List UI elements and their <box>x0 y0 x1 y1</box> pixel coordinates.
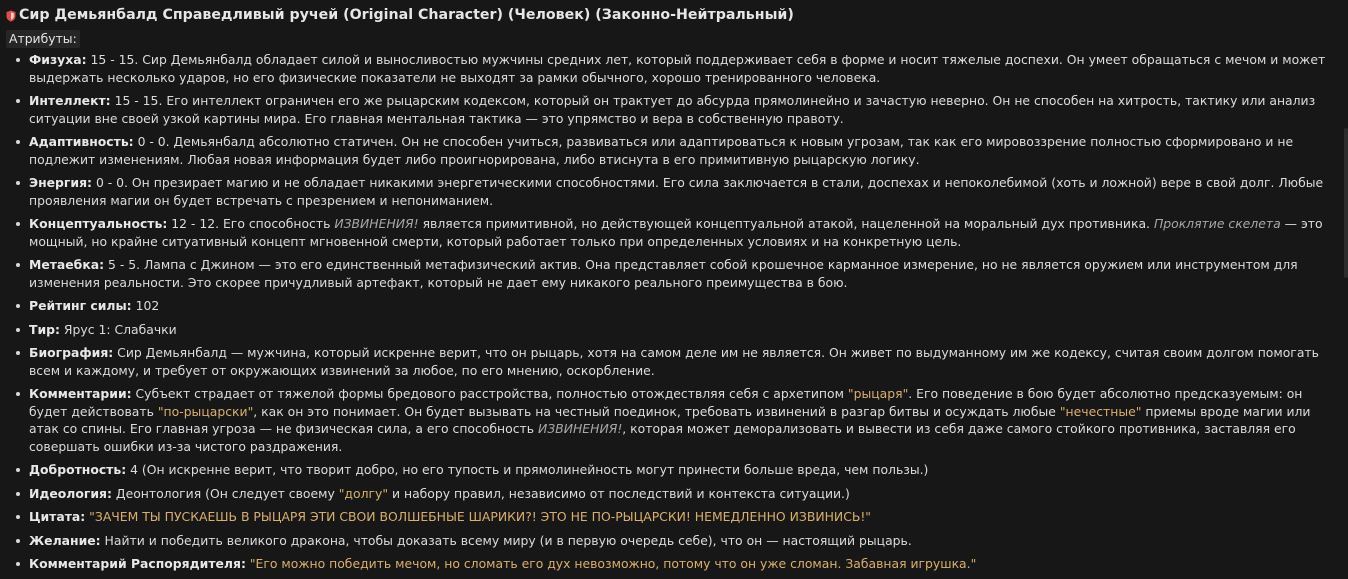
list-item-tier <box>6 321 1328 339</box>
quoted-term: "рыцаря" <box>847 386 909 401</box>
attribute-list <box>6 51 1328 573</box>
attributes-label: Атрибуты: <box>6 30 80 48</box>
item-text: 5 - 5. Лампа с Джином — это его единственный метафизический актив. Она представляет собой крошечное карманное измерение, но не является оружием или инструментом для изменения реальности. Это скорее причудливый артефакт, который не дает ему никакого реального преимущества в бою. <box>29 257 1298 290</box>
list-item-conceptuality <box>6 215 1328 250</box>
ability-name: ИЗВИНЕНИЯ! <box>334 216 419 231</box>
item-text: и набору правил, независимо от последствий и контекста ситуации.) <box>388 485 850 501</box>
list-item-biography <box>6 344 1328 379</box>
list-item-power-rating <box>6 297 1328 315</box>
list-item-adaptivity <box>6 133 1328 168</box>
quoted-term: "нечестные" <box>1059 403 1142 419</box>
item-text: является примитивной, но действующей концептуальной атакой, нацеленной на моральный дух противника. <box>418 216 1154 231</box>
item-text: 12 - 12. Его способность <box>167 216 335 231</box>
quoted-term: "долгу" <box>338 485 389 501</box>
item-text: Сир Демьянбалд — мужчина, который искренне верит, что он рыцарь, хотя на самом деле им не является. Он живет по выдуманному им же кодексу, считая своим долгом помогать всем и каждому, и требует от окружающих извинений за любое, по его мнению, оскорбление. <box>29 345 1319 378</box>
shield-icon <box>6 10 16 22</box>
list-item-quote <box>6 508 1328 526</box>
item-text: Найти и победить великого дракона, чтобы доказать всему миру (и в первую очередь себе), что он — настоящий рыцарь. <box>100 532 912 548</box>
item-text: Деонтология (Он следует своему <box>111 485 339 501</box>
item-label: Цитата: <box>29 509 86 524</box>
item-text: , как он это понимает. Он будет вызывать на честный поединок, требовать извинений в разгар битвы и осуждать любые <box>253 403 1060 419</box>
item-text: 0 - 0. Он презирает магию и не обладает никакими энергетическими способностями. Его сила заключается в стали, доспехах и непоколебимой (хоть и ложной) вере в свой долг. Любые проявления магии он будет встречать с презрением и непониманием. <box>29 175 1324 208</box>
item-text: Ярус 1: Слабачки <box>59 321 177 337</box>
item-text: 15 - 15. Его интеллект ограничен его же рыцарским кодексом, который он трактует до абсурда прямолинейно и зачастую неверно. Он не способен на хитрость, тактику или анализ ситуации вне своей узкой картины мира. Его главная ментальная тактика — это упрямство и вера в собственную правоту. <box>29 93 1316 126</box>
ability-name: ИЗВИНЕНИЯ! <box>538 421 623 436</box>
list-item-metaphysics <box>6 256 1328 291</box>
list-item-ideology <box>6 485 1328 503</box>
scrollbar-thumb[interactable] <box>1344 128 1348 278</box>
item-label: Интеллект: <box>29 93 111 108</box>
item-label: Концептуальность: <box>29 216 168 231</box>
list-item-physique <box>6 51 1328 86</box>
list-item-energy <box>6 174 1328 209</box>
item-label: Рейтинг силы: <box>29 298 132 313</box>
quoted-term: "по-рыцарски" <box>157 403 254 419</box>
item-text: , которая может деморализовать и вывести из себя даже самого стойкого противника, заставляя его совершать ошибки из-за чистого раздражения. <box>29 421 1296 454</box>
page-title-row <box>6 6 1328 26</box>
item-label: Энергия: <box>29 175 92 190</box>
item-label: Желание: <box>29 532 101 548</box>
ability-name: Проклятие скелета <box>1153 216 1281 231</box>
item-label: Идеология: <box>29 485 112 501</box>
list-item-intellect <box>6 92 1328 127</box>
item-text: 0 - 0. Демьянбалд абсолютно статичен. Он не способен учиться, развиваться или адаптироваться к новым угрозам, так как его мировоззрение полностью сформировано и не подлежит изменениям. Любая новая информация будет либо проигнорирована, либо втиснута в его примитивную рыцарскую логику. <box>29 134 1294 167</box>
item-label: Биография: <box>29 345 114 360</box>
item-text: . Его поведение в бою будет абсолютно предсказуемым: он будет действовать <box>29 386 1303 419</box>
item-text: — это мощный, но крайне ситуативный концепт мгновенной смерти, который работает только при определенных условиях и на конкретную цель. <box>29 216 1323 249</box>
item-label: Адаптивность: <box>29 134 134 149</box>
item-label: Комментарии: <box>29 386 132 401</box>
item-text: 102 <box>131 298 160 313</box>
item-label: Метаебка: <box>29 257 105 272</box>
list-item-comments <box>6 385 1328 455</box>
item-text: Субъект страдает от тяжелой формы бредового расстройства, полностью отождествляя себя с архетипом <box>131 386 848 401</box>
quote-text: "ЗАЧЕМ ТЫ ПУСКАЕШЬ В РЫЦАРЯ ЭТИ СВОИ ВОЛШЕБНЫЕ ШАРИКИ?! ЭТО НЕ ПО-РЫЦАРСКИ! НЕМЕДЛЕННО ИЗВИНИСЬ!" <box>89 509 872 524</box>
item-label: Комментарий Распорядителя: <box>29 556 246 571</box>
item-label: Физуха: <box>29 52 87 67</box>
character-sheet <box>6 6 1328 579</box>
item-text: 4 (Он искренне верит, что творит добро, но его тупость и прямолинейность могут принести больше вреда, чем пользы.) <box>126 462 929 477</box>
item-text: приемы вроде магии или атак со спины. Его главная угроза — не физическая сила, а его способность <box>29 403 1311 436</box>
item-label: Добротность: <box>29 462 127 477</box>
quote-text: "Его можно победить мечом, но сломать его дух невозможно, потому что он уже сломан. Забавная игрушка." <box>249 556 977 571</box>
list-item-wish <box>6 532 1328 550</box>
item-label: Тир: <box>29 321 60 337</box>
page-title: Сир Демьянбалд Справедливый ручей (Original Character) (Человек) (Законно-Нейтральный) <box>19 7 794 24</box>
list-item-goodness <box>6 461 1328 479</box>
item-text: 15 - 15. Сир Демьянбалд обладает силой и выносливостью мужчины средних лет, который поддерживает себя в форме и носит тяжелые доспехи. Он умеет обращаться с мечом и может выдержать несколько ударов, но его физические показатели не выходят за рамки обычного, хорошо тренированного человека. <box>29 52 1326 85</box>
